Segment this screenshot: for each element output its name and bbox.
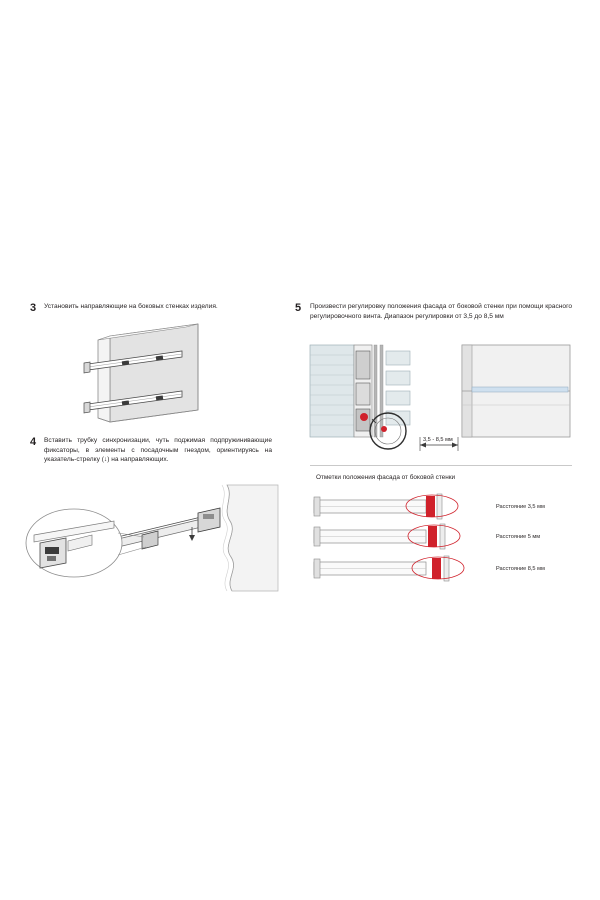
step-4-text: Вставить трубку синхронизации, чуть поджимая подпружинивающие фиксаторы, в элементы с посадочным гнездом, ориентируясь на указатель-стрелку (↓) на направляющих. (44, 437, 272, 464)
step-5-text: Произвести регулировку положения фасада от боковой стенки при помощи красного регулировочного винта. Диапазон регулировки от 3,5 до 8,5 мм (310, 303, 572, 320)
step-3-number: 3 (30, 302, 37, 314)
mark-label-1: Расстояние 3,5 мм (496, 504, 545, 510)
mark-label-2: Расстояние 5 мм (496, 534, 541, 540)
dimension-label: 3,5 - 8,5 мм (423, 437, 453, 443)
step-3-text: Установить направляющие на боковых стенках изделия. (44, 303, 218, 310)
marks-title: Отметки положения фасада от боковой стенки (316, 474, 456, 481)
mark-label-3: Расстояние 8,5 мм (496, 566, 545, 572)
step-4-number: 4 (30, 436, 37, 448)
section-divider (310, 465, 572, 466)
step-5-number: 5 (295, 302, 302, 314)
